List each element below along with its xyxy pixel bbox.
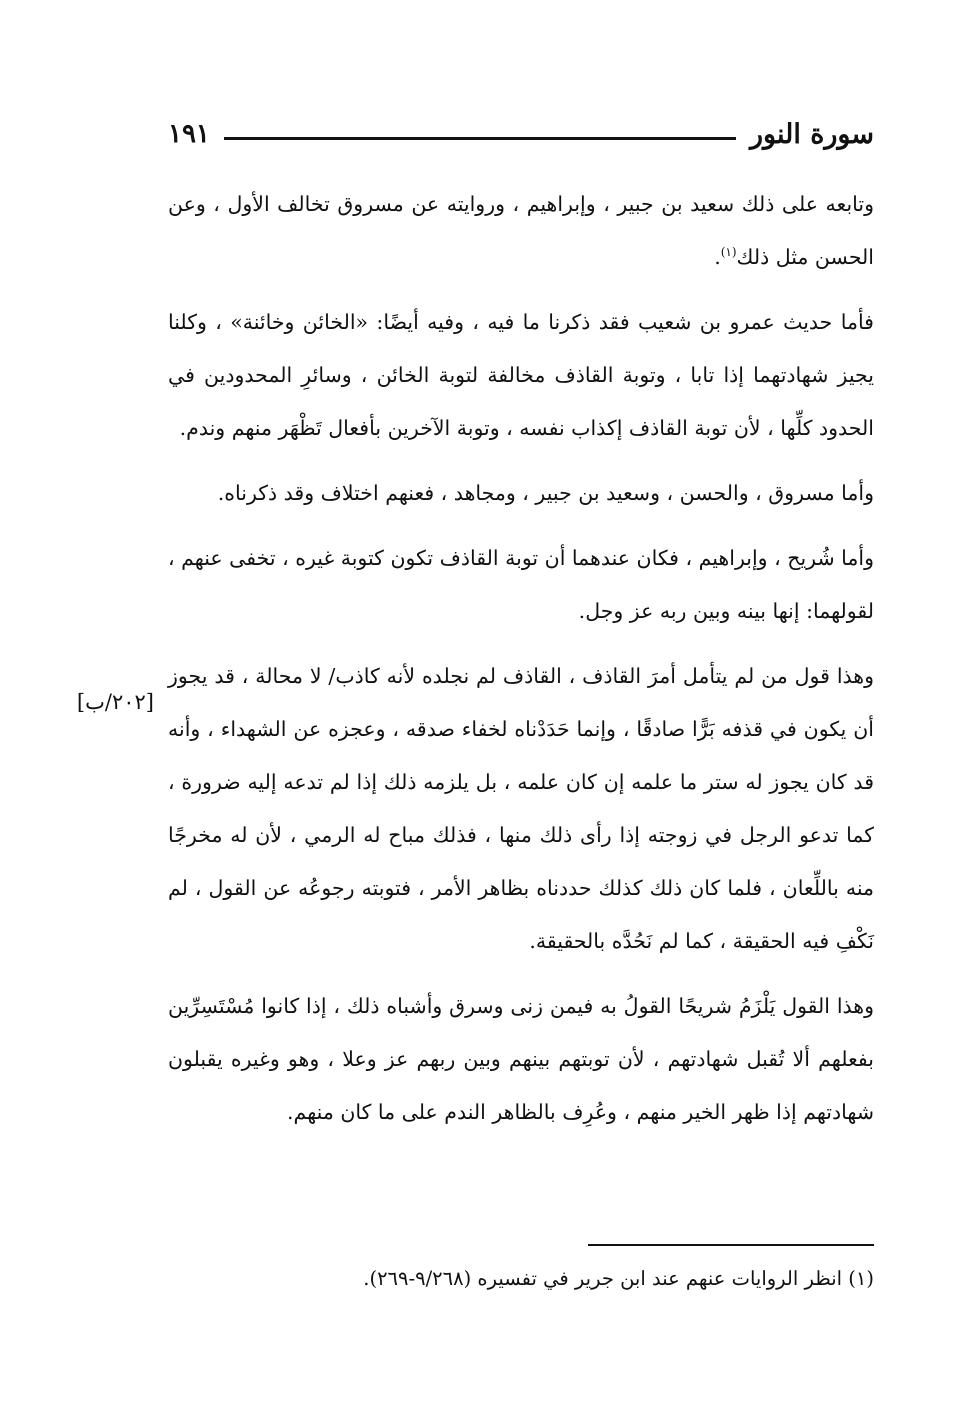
paragraph-text: وأما شُريح ، وإبراهيم ، فكان عندهما أن توبة القاذف تكون كتوبة غيره ، تخفى عنهم ، لقولهما: إنها بينه وبين ربه عز وجل. [168,546,874,623]
paragraph [168,532,874,638]
paragraph [168,296,874,455]
paragraph-text: فأما حديث عمرو بن شعيب فقد ذكرنا ما فيه ، وفيه أيضًا: «الخائن وخائنة» ، وكلنا يجيز شهادتهما إذا تابا ، وتوبة القاذف مخالفة لتوبة الخائن ، وسائرِ المحدودين في الحدود كلِّها ، لأن توبة القاذف إكذاب نفسه ، وتوبة الآخرين بأفعال تَظْهَر منهم وندم. [168,310,874,440]
surah-title: سورة النور [749,118,874,150]
footnote-separator [588,1244,874,1246]
paragraph [168,980,874,1139]
header-rule [224,137,736,140]
margin-folio-reference: [٢٠٢/ب] [76,690,154,714]
paragraph [168,467,874,520]
running-header [168,112,874,156]
paragraph-text: وهذا قول من لم يتأمل أمرَ القاذف ، القاذف لم نجلده لأنه كاذب/ لا محالة ، قد يجوز أن يكون في قذفه بَرًّا صادقًا ، وإنما حَدَدْناه لخفاء صدقه ، وعجزه عن الشهداء ، وأنه قد كان يجوز له ستر ما علمه إن كان علمه ، بل يلزمه ذلك إذا لم تدعه إليه ضرورة ، كما تدعو الرجل في زوجته إذا رأى ذلك منها ، فذلك مباح له الرمي ، لأن له مخرجًا منه باللِّعان ، فلما كان ذلك كذلك حددناه بظاهر الأمر ، فتوبته رجوعُه عن القول ، لم نَكْفِ فيه الحقيقة ، كما لم نَحُدَّه بالحقيقة. [168,664,874,953]
paragraph-tail: . [714,245,721,269]
page-number: ١٩١ [168,119,210,149]
footnote-marker[interactable]: (١) [720,245,737,260]
main-text [168,178,874,1151]
paragraph-text: وأما مسروق ، والحسن ، وسعيد بن جبير ، ومجاهد ، فعنهم اختلاف وقد ذكرناه. [217,481,874,505]
paragraph-text: وهذا القول يَلْزَمُ شريحًا القولُ به فيمن زنى وسرق وأشباه ذلك ، إذا كانوا مُسْتَسِرِّين بفعلهم ألا تُقبل شهادتهم ، لأن توبتهم بينهم وبين ربهم عز وعلا ، وهو وغيره يقبلون شهادتهم إذا ظهر الخير منهم ، وعُرِف بالظاهر الندم على ما كان منهم. [168,994,874,1124]
footnote: (١) انظر الروايات عنهم عند ابن جرير في تفسيره (٩/٢٦٨-٢٦٩). [363,1267,874,1290]
paragraph [168,178,874,284]
paragraph [168,650,874,968]
paragraph-text: وتابعه على ذلك سعيد بن جبير ، وإبراهيم ، وروايته عن مسروق تخالف الأول ، وعن الحسن مثل ذلك [168,192,874,269]
